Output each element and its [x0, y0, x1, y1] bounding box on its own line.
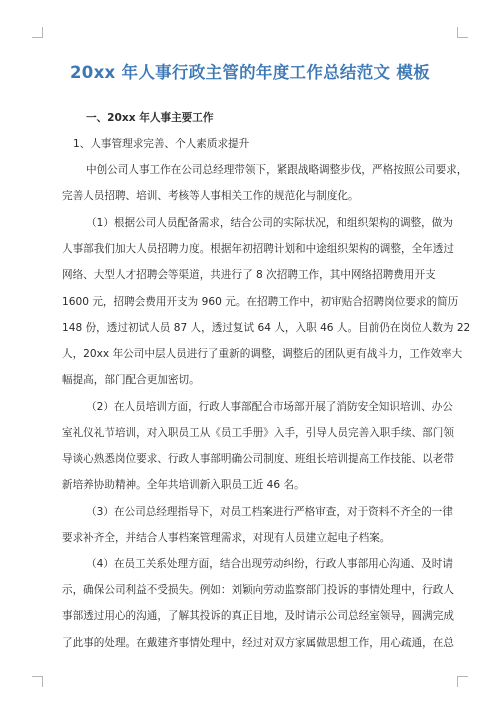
paragraph-line: （4）在员工关系处理方面，结合出现劳动纠纷，行政人事部用心沟通、及时请 — [86, 558, 453, 570]
paragraph-line: 幅提高，部门配合更加密切。 — [62, 374, 200, 386]
paragraph-line: 了此事的处理。在戴建齐事情处理中，经过对双方家属做思想工作，用心疏通，在总 — [62, 637, 454, 649]
paragraph-line: 示，确保公司利益不受损失。例如：刘颖向劳动监察部门投诉的事情处理中，行政人 — [62, 584, 454, 596]
page-corner-mark-top-left — [32, 27, 43, 38]
paragraph-line: 人事部我们加大人员招聘力度。根据年初招聘计划和中途组织架构的调整，全年透过 — [62, 243, 454, 255]
paragraph-line: （1）根据公司人员配备需求，结合公司的实际状况，和组织架构的调整，做为 — [86, 217, 453, 229]
page-corner-mark-bottom-right — [457, 676, 468, 687]
paragraph-line: 导谈心熟悉岗位要求、行政人事部明确公司制度、班组长培训提高工作技能、以老带 — [62, 453, 454, 465]
paragraph-line: （2）在人员培训方面，行政人事部配合市场部开展了消防安全知识培训、办公 — [86, 401, 453, 413]
paragraph-line: 人，20xx 年公司中层人员进行了重新的调整，调整后的团队更有战斗力，工作效率大 — [62, 348, 463, 360]
paragraph-line: 1600 元，招聘会费用开支为 960 元。在招聘工作中，初审贴合招聘岗位要求的简历 — [62, 296, 459, 308]
paragraph-line: 室礼仪礼节培训，对入职员工从《员工手册》入手，引导人员完善入职手续、部门领 — [62, 427, 454, 439]
paragraph-line: 新培养协助精神。全年共培训新入职员工近 46 名。 — [62, 479, 305, 491]
subsection-heading: 1、人事管理求完善、个人素质求提升 — [73, 138, 250, 150]
page-corner-mark-bottom-left — [32, 676, 43, 687]
document-title: 20xx 年人事行政主管的年度工作总结范文 模板 — [70, 63, 430, 82]
paragraph-line: 完善人员招聘、培训、考核等人事相关工作的规范化与制度化。 — [62, 190, 359, 202]
page-corner-mark-top-right — [457, 27, 468, 38]
paragraph-line: 中创公司人事工作在公司总经理带领下，紧跟战略调整步伐，严格按照公司要求， — [86, 164, 468, 176]
paragraph-line: 148 份，透过初试人员 87 人，透过复试 64 人，入职 46 人。目前仍在岗位人数为 22 — [62, 322, 471, 334]
paragraph-line: 要求补齐全，并结合人事档案管理需求，对现有人员建立起电子档案。 — [62, 532, 391, 544]
paragraph-line: （3）在公司总经理指导下，对员工档案进行严格审查，对于资料不齐全的一律 — [86, 506, 453, 518]
paragraph-line: 网络、大型人才招聘会等渠道，共进行了 8 次招聘工作，其中网络招聘费用开支 — [62, 269, 436, 281]
section-heading: 一、20xx 年人事主要工作 — [86, 112, 214, 124]
paragraph-line: 事部透过用心的沟通，了解其投诉的真正目地，及时请示公司总经室领导，圆满完成 — [62, 610, 454, 622]
